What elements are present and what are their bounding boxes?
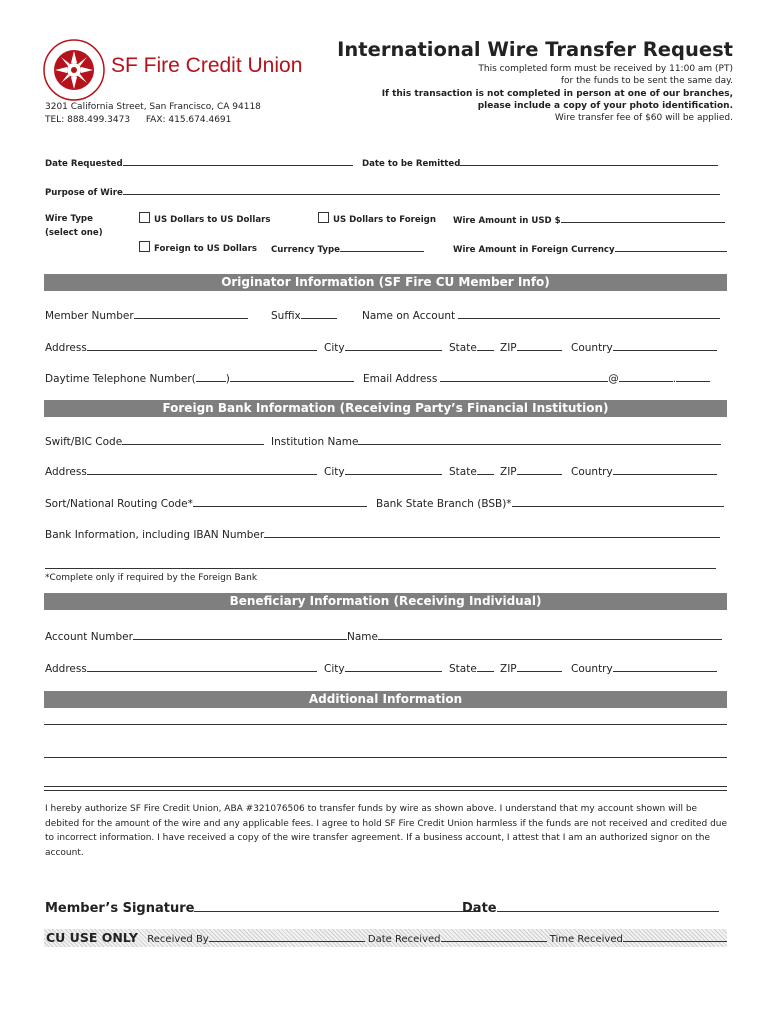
phone-close: ) — [225, 373, 230, 385]
tel: TEL: 888.499.3473 — [45, 115, 131, 125]
ben-country-field[interactable] — [613, 661, 717, 672]
usd-foreign-checkbox[interactable] — [318, 212, 329, 223]
time-received-label: Time Received — [549, 934, 623, 945]
orig-state-label: State — [449, 342, 477, 354]
ben-zip-label: ZIP — [500, 663, 517, 675]
bank-city-field[interactable] — [345, 464, 442, 475]
beneficiary-name-label: Name — [347, 631, 378, 643]
note-2: for the funds to be sent the same day. — [560, 76, 733, 87]
ben-state-field[interactable] — [477, 661, 494, 672]
orig-country-label: Country — [571, 342, 613, 354]
page-title: International Wire Transfer Request — [337, 38, 733, 61]
email-domain-field[interactable] — [619, 371, 673, 382]
note-4: please include a copy of your photo identification. — [477, 100, 733, 111]
authorization-text: I hereby authorize SF Fire Credit Union, ABA #321076506 to transfer funds by wire as shown above. I understand that my account shown will be debited for the amount of the wire and any applicable fees. I agree to hold SF Fire Credit Union harmless if the funds are not received and credited due to incorrect information. I have received a copy of the wire transfer agreement. If a business account, I attest that I am an authorized signor on the account. — [45, 804, 728, 858]
cu-use-label: CU USE ONLY — [46, 930, 138, 945]
fax: FAX: 415.674.4691 — [145, 115, 232, 125]
purpose-label: Purpose of Wire — [45, 188, 123, 198]
wire-type-label: Wire Type — [45, 214, 93, 224]
bank-city-label: City — [324, 466, 345, 478]
ben-country-label: Country — [571, 663, 613, 675]
amount-foreign-label: Wire Amount in Foreign Currency — [453, 245, 615, 255]
foreign-bank-heading: Foreign Bank Information (Receiving Party’s Financial Institution) — [44, 400, 727, 417]
branch-address: 3201 California Street, San Francisco, CA 94118 — [45, 102, 261, 112]
member-number-field[interactable] — [134, 308, 248, 319]
usd-foreign-label: US Dollars to Foreign — [333, 215, 436, 225]
institution-field[interactable] — [358, 434, 721, 445]
date-remitted-field[interactable] — [460, 155, 718, 166]
area-code-field[interactable] — [196, 371, 226, 382]
routing-label: Sort/National Routing Code* — [45, 498, 193, 510]
logo-seal-icon — [43, 39, 105, 101]
phone-label: Daytime Telephone Number( — [45, 373, 196, 385]
purpose-field[interactable] — [123, 184, 720, 195]
received-by-label: Received By — [147, 934, 209, 945]
orig-address-label: Address — [45, 342, 87, 354]
phone-field[interactable] — [230, 371, 354, 382]
amount-usd-field[interactable] — [561, 212, 725, 223]
signature-date-label: Date — [462, 901, 497, 916]
email-dot: . — [672, 373, 677, 385]
received-by-field[interactable] — [209, 931, 365, 942]
orig-state-field[interactable] — [477, 340, 494, 351]
member-number-label: Member Number — [45, 310, 134, 322]
date-requested-label: Date Requested — [45, 159, 123, 169]
orig-city-field[interactable] — [345, 340, 442, 351]
orig-address-field[interactable] — [87, 340, 317, 351]
email-tld-field[interactable] — [676, 371, 710, 382]
date-received-field[interactable] — [441, 931, 547, 942]
note-3: If this transaction is not completed in person at one of our branches, — [381, 88, 733, 99]
iban-field[interactable] — [264, 527, 720, 538]
bank-state-field[interactable] — [477, 464, 494, 475]
ben-address-field[interactable] — [87, 661, 317, 672]
foreign-usd-label: Foreign to US Dollars — [154, 244, 257, 254]
suffix-label: Suffix — [271, 310, 301, 322]
additional-line-1[interactable] — [44, 724, 727, 725]
bsb-label: Bank State Branch (BSB)* — [376, 498, 512, 510]
select-one-label: (select one) — [45, 228, 103, 238]
usd-usd-checkbox[interactable] — [139, 212, 150, 223]
name-on-account-label: Name on Account — [362, 310, 456, 322]
email-at: @ — [608, 373, 619, 385]
ben-zip-field[interactable] — [517, 661, 562, 672]
originator-heading: Originator Information (SF Fire CU Member Info) — [44, 274, 727, 291]
foreign-usd-checkbox[interactable] — [139, 241, 150, 252]
beneficiary-heading: Beneficiary Information (Receiving Individual) — [44, 593, 727, 610]
suffix-field[interactable] — [301, 308, 337, 319]
amount-foreign-field[interactable] — [615, 241, 727, 252]
email-user-field[interactable] — [440, 371, 608, 382]
orig-zip-label: ZIP — [500, 342, 517, 354]
swift-field[interactable] — [122, 434, 264, 445]
additional-heading: Additional Information — [44, 691, 727, 708]
divider — [44, 790, 727, 791]
routing-field[interactable] — [193, 496, 367, 507]
email-label: Email Address — [363, 373, 438, 385]
amount-usd-label: Wire Amount in USD $ — [453, 216, 561, 226]
iban-continuation-field[interactable] — [45, 558, 716, 569]
ben-address-label: Address — [45, 663, 87, 675]
orig-city-label: City — [324, 342, 345, 354]
swift-label: Swift/BIC Code — [45, 436, 123, 448]
bank-zip-label: ZIP — [500, 466, 517, 478]
bank-zip-field[interactable] — [517, 464, 562, 475]
foreign-bank-footnote: *Complete only if required by the Foreign Bank — [45, 573, 258, 583]
logo-name: SF Fire Credit Union — [111, 54, 303, 77]
account-number-label: Account Number — [45, 631, 133, 643]
date-received-label: Date Received — [367, 934, 441, 945]
account-number-field[interactable] — [133, 629, 347, 640]
additional-line-2[interactable] — [44, 757, 727, 758]
additional-line-3[interactable] — [44, 786, 727, 787]
date-requested-field[interactable] — [123, 155, 353, 166]
currency-type-field[interactable] — [340, 241, 424, 252]
bank-address-label: Address — [45, 466, 87, 478]
bank-country-label: Country — [571, 466, 613, 478]
ben-state-label: State — [449, 663, 477, 675]
bank-state-label: State — [449, 466, 477, 478]
ben-city-label: City — [324, 663, 345, 675]
date-remitted-label: Date to be Remitted — [362, 159, 461, 169]
signature-label: Member’s Signature — [45, 901, 195, 916]
bsb-field[interactable] — [512, 496, 724, 507]
signature-date-field[interactable] — [497, 899, 719, 912]
orig-zip-field[interactable] — [517, 340, 562, 351]
time-received-field[interactable] — [623, 931, 727, 942]
usd-usd-label: US Dollars to US Dollars — [154, 215, 271, 225]
signature-field[interactable] — [194, 899, 480, 912]
orig-country-field[interactable] — [613, 340, 717, 351]
bank-address-field[interactable] — [87, 464, 317, 475]
iban-label: Bank Information, including IBAN Number — [45, 529, 265, 541]
beneficiary-name-field[interactable] — [378, 629, 722, 640]
note-5: Wire transfer fee of $60 will be applied. — [554, 113, 733, 124]
contact-line — [45, 115, 231, 125]
bank-country-field[interactable] — [613, 464, 717, 475]
ben-city-field[interactable] — [345, 661, 442, 672]
notes — [382, 63, 733, 124]
institution-label: Institution Name — [271, 436, 359, 448]
logo — [43, 39, 105, 101]
note-1: This completed form must be received by 11:00 am (PT) — [478, 64, 733, 74]
currency-type-label: Currency Type — [271, 245, 340, 255]
name-on-account-field[interactable] — [458, 308, 720, 319]
